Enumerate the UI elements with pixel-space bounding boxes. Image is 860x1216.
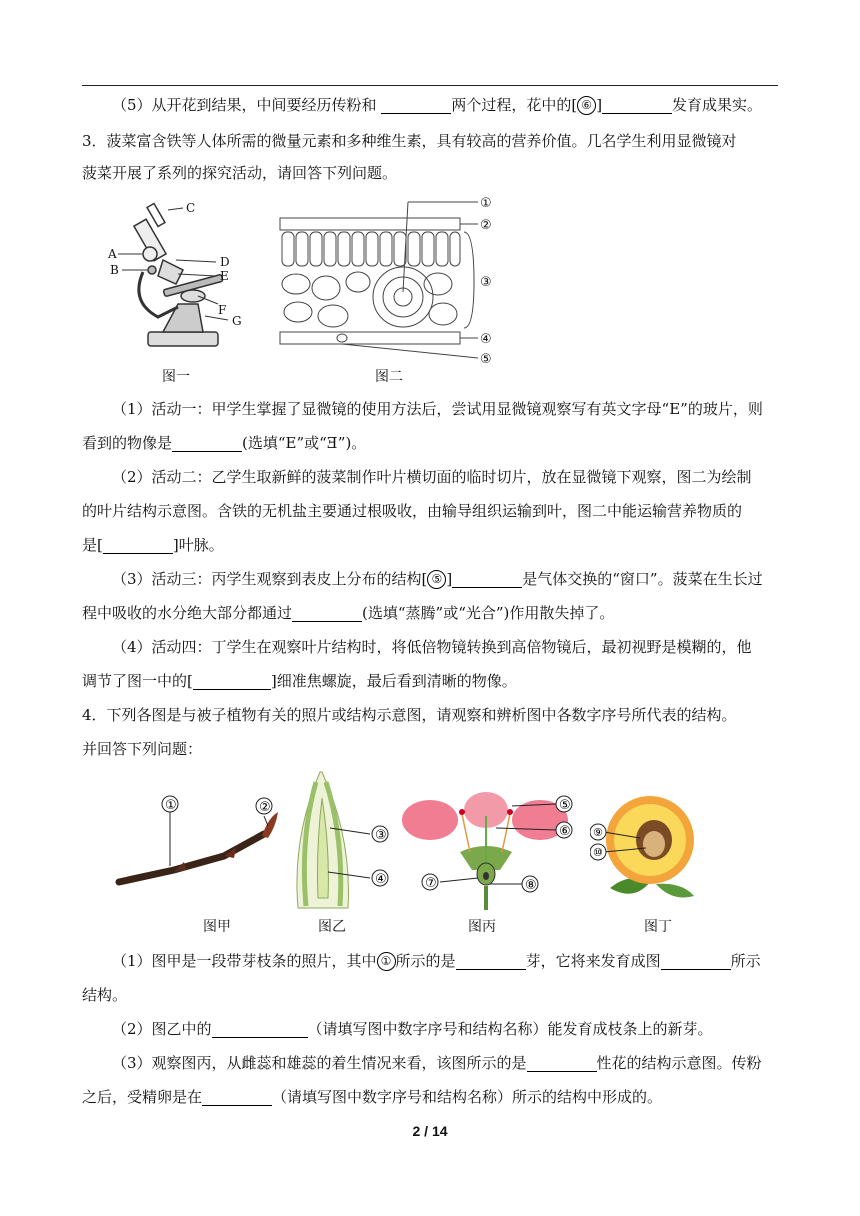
text: 程中吸收的水分绝大部分都通过 — [82, 604, 293, 622]
answer-blank[interactable] — [661, 951, 731, 970]
q4-intro-line1: 4．下列各图是与被子植物有关的照片或结构示意图，请观察和辨析图中各数字序号所代表的结构。 — [82, 706, 737, 724]
circled-number: ⑥ — [577, 96, 596, 115]
circled-number: ⑤ — [427, 570, 446, 589]
answer-blank[interactable] — [202, 1087, 272, 1106]
label-F: F — [218, 303, 227, 317]
label-10: ⑩ — [593, 846, 603, 859]
label-9: ⑨ — [593, 826, 603, 839]
leaf-section-figure — [278, 192, 500, 364]
q4-3-line1 — [82, 1046, 782, 1080]
text: ] — [446, 570, 453, 588]
text: 看到的物像是 — [82, 434, 173, 452]
jia-caption: 图甲 — [203, 919, 231, 935]
answer-blank[interactable] — [103, 535, 173, 554]
text: （3）观察图丙，从雌蕊和雄蕊的着生情况来看，该图所示的是 — [112, 1054, 527, 1072]
label-3: ③ — [375, 828, 387, 843]
answer-blank[interactable] — [452, 569, 522, 588]
answer-blank[interactable] — [193, 671, 271, 690]
q3-intro-line2: 菠菜开展了系列的探究活动，请回答下列问题。 — [82, 164, 398, 182]
text: 性花的结构示意图。传粉 — [596, 1054, 762, 1072]
q3-4-line1: （4）活动四：丁学生在观察叶片结构时，将低倍物镜转换到高倍物镜后，最初视野是模糊的，他 — [112, 638, 752, 656]
label-1: ① — [480, 196, 492, 211]
label-D: D — [220, 255, 230, 269]
text: ]细准焦螺旋，最后看到清晰的物像。 — [270, 672, 517, 690]
label-2: ② — [480, 218, 492, 233]
text: ] — [596, 96, 603, 114]
answer-blank[interactable] — [212, 1019, 308, 1038]
q4-1-line2: 结构。 — [82, 986, 128, 1004]
label-5: ⑤ — [559, 798, 571, 813]
label-B: B — [110, 263, 119, 277]
answer-blank[interactable] — [527, 1053, 597, 1072]
text: (选填“E”或“Ǝ”)。 — [242, 434, 367, 452]
fig1-caption: 图一 — [162, 369, 190, 385]
answer-blank[interactable] — [456, 951, 526, 970]
yi-caption: 图乙 — [318, 919, 346, 935]
label-A: A — [108, 247, 117, 261]
label-3: ③ — [480, 275, 492, 290]
text: ]叶脉。 — [172, 536, 224, 554]
text: 两个过程，花中的[ — [451, 96, 578, 114]
q3-2-line3 — [82, 528, 782, 562]
text: （3）活动三：丙学生观察到表皮上分布的结构[ — [112, 570, 428, 588]
fig2-caption: 图二 — [375, 369, 403, 385]
q3-2-line2: 的叶片结构示意图。含铁的无机盐主要通过根吸收，由输导组织运输到叶，图二中能运输营养物质的 — [82, 502, 743, 520]
answer-blank[interactable] — [292, 603, 362, 622]
q3-1-line1: （1）活动一：甲学生掌握了显微镜的使用方法后，尝试用显微镜观察写有英文字母“E”的玻片，则 — [112, 400, 763, 418]
label-6: ⑥ — [559, 824, 571, 839]
label-C: C — [186, 201, 196, 215]
header-rule — [82, 85, 778, 86]
microscope-figure — [108, 192, 258, 362]
bing-caption: 图丙 — [468, 919, 496, 935]
answer-blank[interactable] — [381, 95, 451, 114]
q3-intro-line1: 3．菠菜富含铁等人体所需的微量元素和多种维生素，具有较高的营养价值。几名学生利用显微镜对 — [82, 132, 737, 150]
label-2: ② — [259, 800, 271, 815]
text: （请填写图中数字序号和结构名称）能发育成枝条上的新芽。 — [307, 1020, 713, 1038]
text: （5）从开花到结果，中间要经历传粉和 — [112, 96, 382, 114]
ding-caption: 图丁 — [644, 919, 672, 935]
text: 所示 — [730, 952, 761, 970]
q3-1-line2 — [82, 426, 782, 460]
text: 所示的是 — [395, 952, 456, 970]
label-4: ④ — [480, 332, 492, 347]
q3-2-line1: （2）活动二：乙学生取新鲜的菠菜制作叶片横切面的临时切片，放在显微镜下观察，图二为绘制 — [112, 468, 752, 486]
q4-2-line — [82, 1012, 782, 1046]
text: （2）图乙中的 — [112, 1020, 212, 1038]
twig-figure — [114, 790, 284, 900]
q3-4-line2 — [82, 664, 782, 698]
text: (选填“蒸腾”或“光合”)作用散失掉了。 — [362, 604, 615, 622]
label-E: E — [220, 269, 229, 283]
text: （1）图甲是一段带芽枝条的照片，其中 — [112, 952, 377, 970]
text: 是气体交换的“窗口”。菠菜在生长过 — [522, 570, 763, 588]
peach-figure — [590, 792, 708, 910]
q3-3-line1 — [82, 562, 782, 596]
label-8: ⑧ — [525, 878, 537, 893]
circled-number: ① — [377, 952, 396, 971]
page-number: 2 / 14 — [412, 1123, 448, 1139]
text: 芽，它将来发育成图 — [525, 952, 661, 970]
text: 调节了图一中的[ — [82, 672, 193, 690]
text: （请填写图中数字序号和结构名称）所示的结构中形成的。 — [272, 1088, 663, 1106]
label-7: ⑦ — [425, 876, 437, 891]
answer-blank[interactable] — [602, 95, 672, 114]
q4-3-line2 — [82, 1080, 782, 1114]
label-4: ④ — [375, 872, 387, 887]
q2-5-line — [82, 88, 782, 122]
label-5: ⑤ — [480, 352, 492, 364]
flower-figure — [400, 790, 578, 910]
text: 发育成果实。 — [672, 96, 763, 114]
label-1: ① — [165, 798, 177, 813]
text: 之后，受精卵是在 — [82, 1088, 203, 1106]
label-G: G — [232, 314, 242, 328]
q4-1-line1 — [82, 944, 782, 978]
bud-section-figure — [286, 768, 396, 916]
answer-blank[interactable] — [172, 433, 242, 452]
q4-intro-line2: 并回答下列问题： — [82, 740, 203, 758]
q3-3-line2 — [82, 596, 782, 630]
text: 是[ — [82, 536, 103, 554]
